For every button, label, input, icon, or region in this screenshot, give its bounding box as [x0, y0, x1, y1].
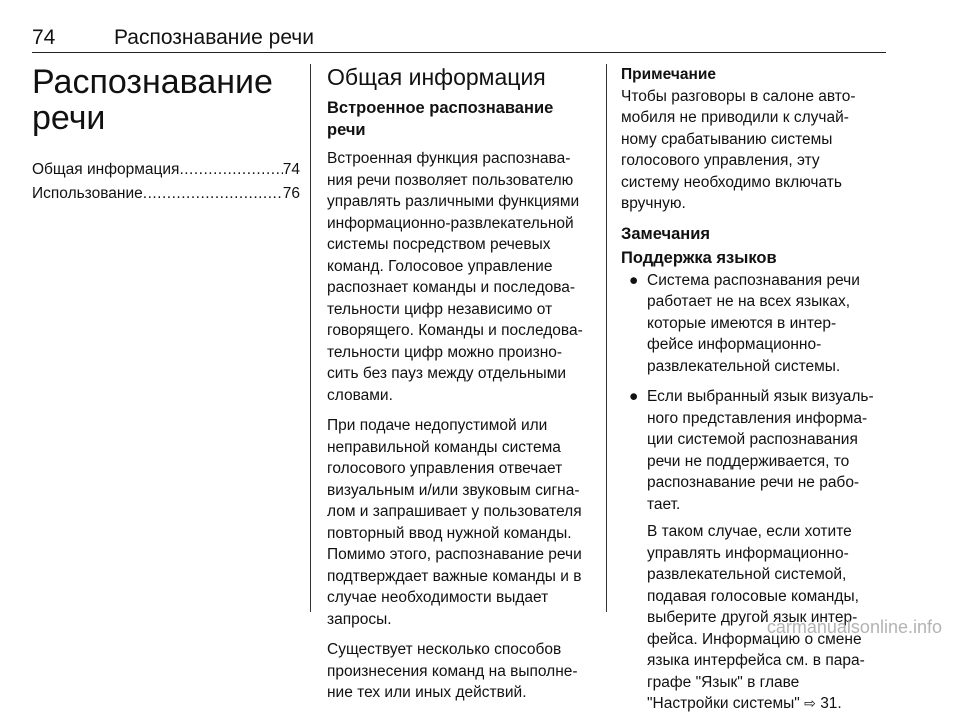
- column-divider-1: [310, 64, 311, 612]
- paragraph-command-methods: Существует несколько способов произнесения команд на выполне- ние тех или иных действий.: [327, 641, 578, 701]
- general-info-column: [327, 64, 593, 701]
- note-label: Примечание: [621, 66, 716, 83]
- chapter-column: [32, 64, 300, 632]
- toc-leader: [143, 182, 283, 206]
- toc-item-general-info[interactable]: Общая информация ..... 74: [32, 158, 300, 182]
- bullet-icon: ●: [629, 388, 639, 405]
- watermark: carmanualsonline.info: [766, 617, 942, 637]
- bullet-icon: ●: [629, 271, 639, 289]
- toc-leader: [179, 158, 282, 182]
- running-title: Распознавание речи: [114, 26, 314, 49]
- page-reference-arrow-icon[interactable]: ⇨: [804, 695, 816, 711]
- notes-column: [621, 64, 886, 712]
- note-block: Примечание Чтобы разговоры в салоне авто- мобиля не приводили к случай- ному срабатыванию системы голосового управления, эту систему необходимо включать вручную.: [621, 66, 856, 212]
- table-of-contents: [32, 158, 300, 206]
- remarks-heading: Замечания: [621, 224, 710, 243]
- chapter-title: Распознавание речи: [32, 63, 273, 137]
- list-item: ● Если выбранный язык визуаль- ного представления информа- ции системой распознавания речи не поддерживается, то распознавание речи не рабо- тает. В таком случае, если хотите управлять информационно- развлекательной системой, подавая голосовые команды, выберите другой язык интер- фейса. Информацию о смене языка интерфейса см. в пара- графе "Язык" в главе "Настройки системы" ⇨ 31.: [629, 388, 874, 712]
- paragraph-invalid-command: При подаче недопустимой или неправильной команды система голосового управления отвечает визуальным и/или звуковым сигна- лом и запрашивает у пользователя повторный ввод нужной команды. Помимо этого, распознавание речи подтверждает важные команды и в случае необходимости выдает запросы.: [327, 417, 582, 628]
- reference-page: 31.: [820, 695, 842, 712]
- list-item: ● Система распознавания речи работает не на всех языках, которые имеются в интер- фейсе информационно- развлекательной системы.: [629, 271, 860, 375]
- bullet-list: [621, 270, 886, 715]
- page-number: 74: [32, 26, 56, 49]
- paragraph-intro: Встроенная функция распознава- ния речи позволяет пользователю управлять различными функциями информационно-развлекательной системы посредством речевых команд. Голосовое управление распознает команды и последова- тельности цифр независимо от говорящего. Команды и последова- тельности цифр можно произно- сить без пауз между отдельными словами.: [327, 150, 583, 404]
- subsection-heading: Встроенное распознавание речи: [327, 99, 554, 139]
- section-heading: Общая информация: [327, 64, 546, 90]
- toc-item-usage[interactable]: Использование ..... 76: [32, 182, 300, 206]
- column-divider-2: [606, 64, 607, 612]
- language-support-heading: Поддержка языков: [621, 249, 777, 267]
- page-header: [32, 24, 886, 53]
